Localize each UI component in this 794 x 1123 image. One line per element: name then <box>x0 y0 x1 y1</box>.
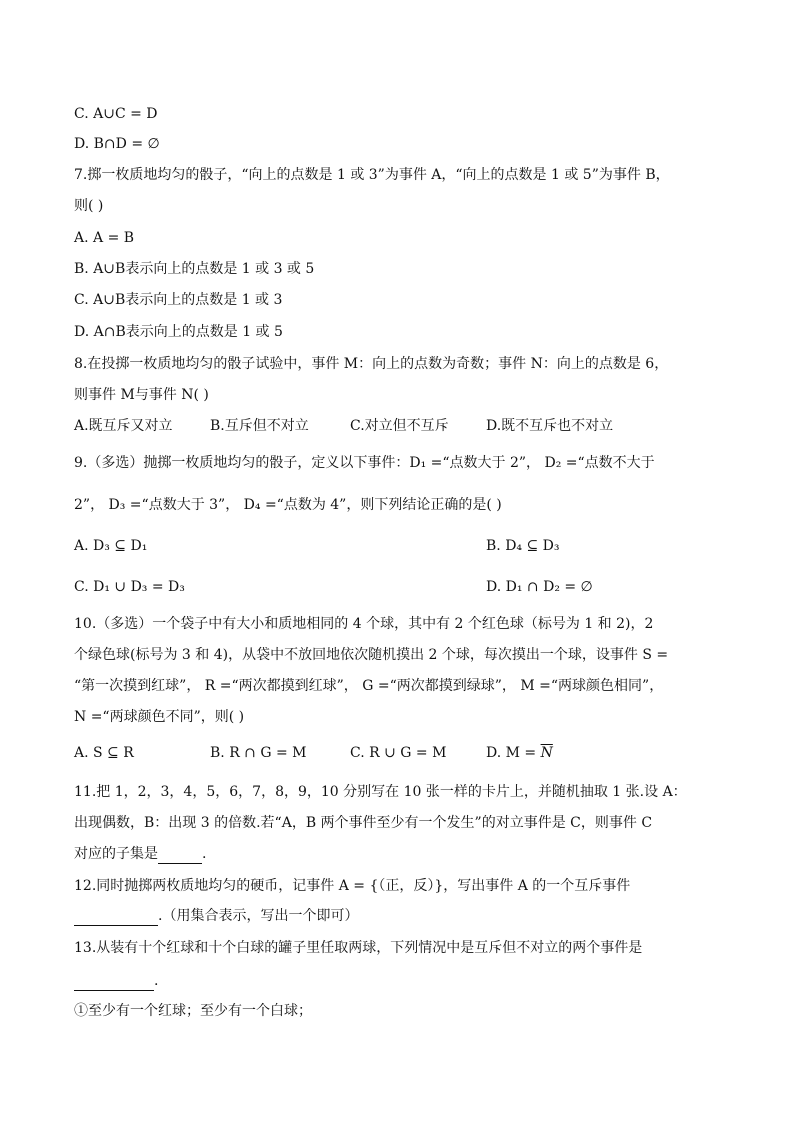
q13-line2-suffix: . <box>154 973 159 989</box>
q8-option-d: D.既不互斥也不对立 <box>486 418 614 434</box>
q10-option-d-prefix: D. M = <box>486 745 541 761</box>
q10-option-a: A. S ⊆ R <box>74 745 134 761</box>
q11-stem-line1: 11.把 1，2，3，4，5，6，7，8，9，10 分别写在 10 张一样的卡片上，并随机抽取 1 张.设 A： <box>74 784 687 800</box>
q8-option-c: C.对立但不互斥 <box>350 418 449 434</box>
q7-stem-line2: 则( ) <box>74 198 104 214</box>
q11-line3-prefix: 对应的子集是 <box>74 846 158 862</box>
q10-stem-line1: 10.（多选）一个袋子中有大小和质地相同的 4 个球，其中有 2 个红色球（标号为 1 和 2)，2 <box>74 616 654 632</box>
q9-option-b: B. D₄ ⊆ D₃ <box>486 538 560 554</box>
q10-option-d-overline-n: $\overline{N}$ <box>540 745 553 761</box>
q10-option-c: C. R ∪ G = M <box>350 745 447 761</box>
q10-stem-line3: “第一次摸到红球”， R =“两次都摸到红球”， G =“两次都摸到绿球”， M =“两球颜色相同”， <box>74 678 664 694</box>
q7-stem-line1: 7.掷一枚质地均匀的骰子，“向上的点数是 1 或 3”为事件 A，“向上的点数是 1 或 5”为事件 B， <box>74 167 670 183</box>
q10-option-b: B. R ∩ G = M <box>210 745 307 761</box>
q12-line2-suffix: .（用集合表示，写出一个即可） <box>158 908 359 924</box>
q10-stem-line2: 个绿色球(标号为 3 和 4)，从袋中不放回地依次随机摸出 2 个球，每次摸出一个球，设事件 S = <box>74 647 669 663</box>
q8-stem-line2: 则事件 M与事件 N( ) <box>74 387 209 403</box>
q6-option-d: D. B∩D = ∅ <box>74 136 160 152</box>
q11-answer-blank[interactable] <box>158 847 202 864</box>
q11-stem-line3 <box>74 844 206 864</box>
q9-option-d: D. D₁ ∩ D₂ = ∅ <box>486 579 593 595</box>
q9-option-a: A. D₃ ⊆ D₁ <box>74 538 148 554</box>
q13-stem-line1: 13.从装有十个红球和十个白球的罐子里任取两球，下列情况中是互斥但不对立的两个事件是 <box>74 940 643 956</box>
q6-option-c: C. A∪C = D <box>74 106 158 122</box>
q12-answer-blank[interactable] <box>74 909 158 926</box>
q7-option-c: C. A∪B表示向上的点数是 1 或 3 <box>74 292 283 308</box>
q8-option-a: A.既互斥又对立 <box>74 418 173 434</box>
q9-stem-line2: 2”， D₃ =“点数大于 3”， D₄ =“点数为 4”，则下列结论正确的是( ) <box>74 497 502 513</box>
q11-stem-line2: 出现偶数，B：出现 3 的倍数.若“A，B 两个事件至少有一个发生”的对立事件是 C，则事件 C <box>74 815 653 831</box>
q8-stem-line1: 8.在投掷一枚质地均匀的骰子试验中，事件 M：向上的点数为奇数；事件 N：向上的点数是 6， <box>74 356 669 372</box>
q7-option-b: B. A∪B表示向上的点数是 1 或 3 或 5 <box>74 261 315 277</box>
q9-option-c: C. D₁ ∪ D₃ = D₃ <box>74 579 185 595</box>
q12-stem-line1: 12.同时抛掷两枚质地均匀的硬币，记事件 A = {（正，反）}，写出事件 A 的一个互斥事件 <box>74 878 631 894</box>
q13-answer-blank[interactable] <box>74 974 154 991</box>
q8-option-b: B.互斥但不对立 <box>210 418 309 434</box>
q7-option-a: A. A = B <box>74 230 135 246</box>
q13-stem-line2 <box>74 971 158 991</box>
q7-option-d: D. A∩B表示向上的点数是 1 或 5 <box>74 324 283 340</box>
q13-item-1: ①至少有一个红球；至少有一个白球； <box>74 1003 312 1019</box>
q11-line3-suffix: . <box>202 846 207 862</box>
q10-stem-line4: N =“两球颜色不同”，则( ) <box>74 709 245 725</box>
q9-stem-line1: 9.（多选）抛掷一枚质地均匀的骰子，定义以下事件：D₁ =“点数大于 2”， D₂ =“点数不大于 <box>74 455 655 471</box>
q12-stem-line2 <box>74 906 358 926</box>
q10-option-d <box>486 743 553 763</box>
